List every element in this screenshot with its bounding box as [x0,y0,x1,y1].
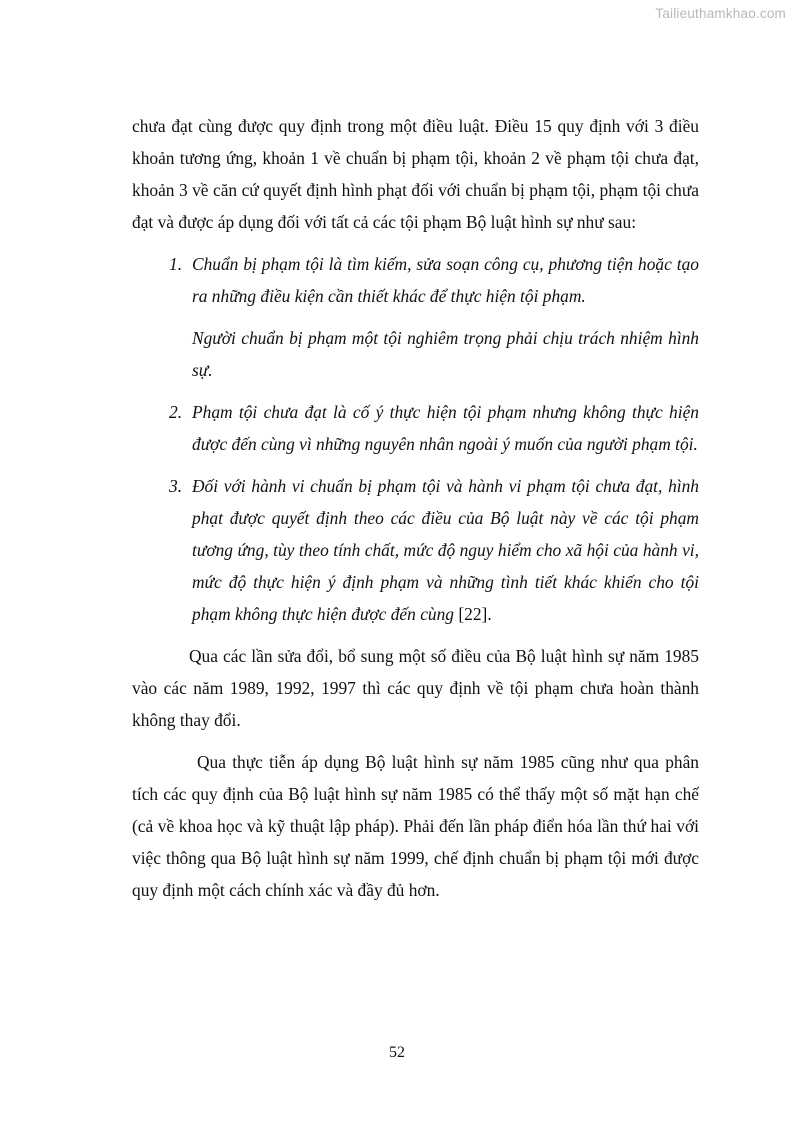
page-content [132,110,699,906]
article-item-3-text: Đối với hành vi chuẩn bị phạm tội và hành vi phạm tội chưa đạt, hình phạt được quyết định theo các điều của Bộ luật này về các tội phạm tương ứng, tùy theo tính chất, mức độ nguy hiểm cho xã hội của hành vi, mức độ thực hiện ý định phạm và những tình tiết khác khiến cho tội phạm không thực hiện được đến cùng [192,476,699,624]
article-item-3-text-wrap [192,470,699,630]
article-item-2 [132,396,699,460]
citation-reference: [22]. [458,604,492,624]
page-number: 52 [389,1044,405,1061]
paragraph-practice: Qua thực tiễn áp dụng Bộ luật hình sự năm 1985 cũng như qua phân tích các quy định của Bộ luật hình sự năm 1985 có thể thấy một số mặt hạn chế (cả về khoa học và kỹ thuật lập pháp). Phải đến lần pháp điển hóa lần thứ hai với việc thông qua Bộ luật hình sự năm 1999, chế định chuẩn bị phạm tội mới được quy định một cách chính xác và đầy đủ hơn. [132,752,699,900]
article-item-1-number: 1. [169,254,183,274]
paragraph-intro: chưa đạt cùng được quy định trong một điều luật. Điều 15 quy định với 3 điều khoản tương ứng, khoản 1 về chuẩn bị phạm tội, khoản 2 về phạm tội chưa đạt, khoản 3 về căn cứ quyết định hình phạt đối với chuẩn bị phạm tội, phạm tội chưa đạt và được áp dụng đối với tất cả các tội phạm Bộ luật hình sự như sau: [132,116,699,232]
watermark-text: Tailieuthamkhao.com [655,6,786,21]
article-item-1 [132,248,699,312]
article-item-2-text: Phạm tội chưa đạt là cố ý thực hiện tội phạm nhưng không thực hiện được đến cùng vì những nguyên nhân ngoài ý muốn của người phạm tội. [192,402,699,454]
article-item-1-text: Chuẩn bị phạm tội là tìm kiếm, sửa soạn công cụ, phương tiện hoặc tạo ra những điều kiện cần thiết khác để thực hiện tội phạm. [192,254,699,306]
article-item-3 [132,470,699,630]
article-item-2-number: 2. [169,402,183,422]
article-item-3-number: 3. [169,476,183,496]
article-item-1-subparagraph: Người chuẩn bị phạm một tội nghiêm trọng phải chịu trách nhiệm hình sự. [192,328,699,380]
paragraph-amendments: Qua các lần sửa đổi, bổ sung một số điều của Bộ luật hình sự năm 1985 vào các năm 1989, 1992, 1997 thì các quy định về tội phạm chưa hoàn thành không thay đổi. [132,646,699,730]
